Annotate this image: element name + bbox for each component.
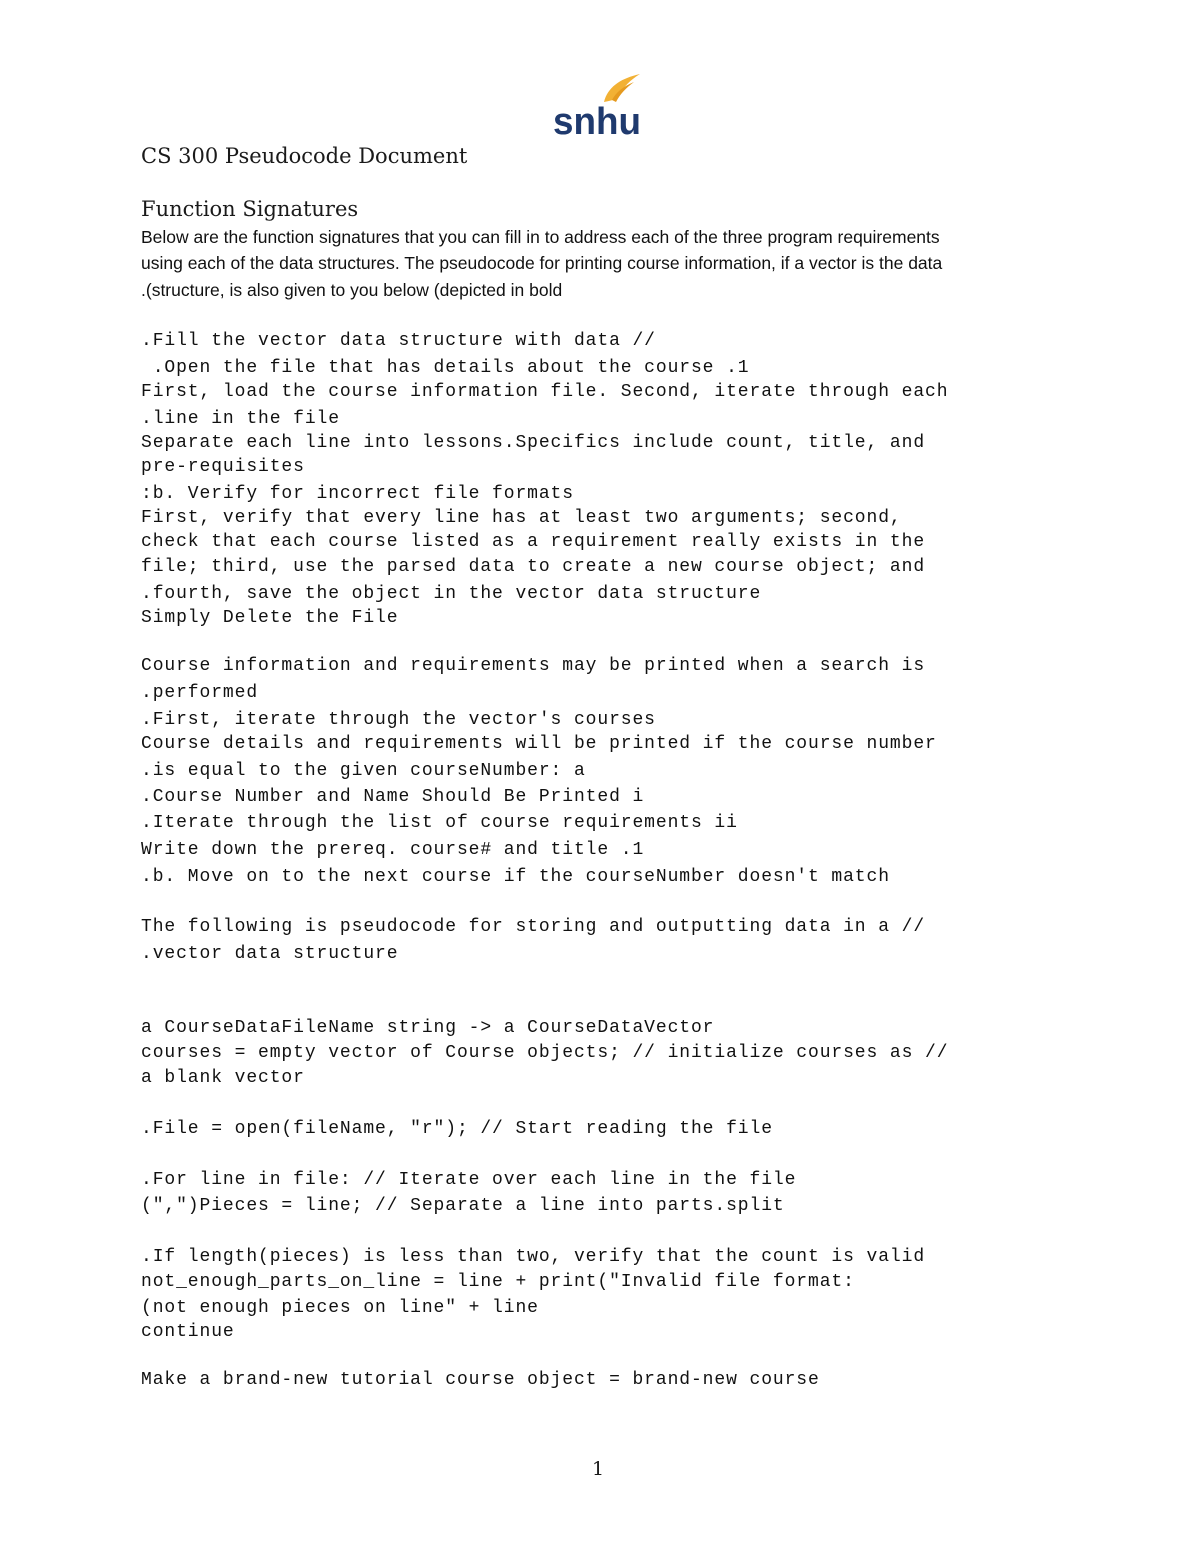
code-line: .Fill the vector data structure with data // [141, 331, 656, 351]
code-line: .b. Move on to the next course if the courseNumber doesn't match [141, 867, 890, 887]
code-line: :b. Verify for incorrect file formats [141, 484, 574, 504]
code-line: .vector data structure [141, 944, 399, 964]
code-line: .Open the file that has details about the course .1 [141, 358, 750, 378]
code-line: not_enough_parts_on_line = line + print("Invalid file format: [141, 1272, 855, 1292]
code-line: .Iterate through the list of course requirements ii [141, 813, 738, 833]
document-title: CS 300 Pseudocode Document [141, 144, 468, 168]
code-line: .fourth, save the object in the vector data structure [141, 584, 762, 604]
code-line: Separate each line into lessons.Specifics include count, title, and [141, 433, 926, 453]
code-line: .performed [141, 683, 259, 703]
intro-line: Below are the function signatures that you can fill in to address each of the three program requirements [141, 227, 940, 247]
code-line: First, verify that every line has at least two arguments; second, [141, 508, 902, 528]
code-line: (not enough pieces on line" + line [141, 1298, 539, 1318]
code-line: file; third, use the parsed data to create a new course object; and [141, 557, 926, 577]
page-number: 1 [592, 1458, 605, 1480]
code-line: The following is pseudocode for storing and outputting data in a // [141, 917, 926, 937]
code-line: .line in the file [141, 409, 340, 429]
code-line: a blank vector [141, 1068, 305, 1088]
code-line: .First, iterate through the vector's courses [141, 710, 656, 730]
intro-line: using each of the data structures. The pseudocode for printing course information, if a vector is the data [141, 253, 943, 273]
code-line: a CourseDataFileName string -> a CourseDataVector [141, 1018, 715, 1038]
snhu-logo [552, 72, 644, 138]
code-line: First, load the course information file. Second, iterate through each [141, 382, 949, 402]
code-line: Course details and requirements will be printed if the course number [141, 734, 937, 754]
code-line: (",")Pieces = line; // Separate a line into parts.split [141, 1196, 785, 1216]
code-line: .is equal to the given courseNumber: a [141, 761, 586, 781]
logo-wordmark: snhu [553, 101, 641, 138]
code-line: Write down the prereq. course# and title .1 [141, 840, 645, 860]
code-line: continue [141, 1322, 235, 1342]
code-line: .File = open(fileName, "r"); // Start reading the file [141, 1119, 773, 1139]
code-line: .Course Number and Name Should Be Printed i [141, 787, 645, 807]
code-line: courses = empty vector of Course objects; // initialize courses as // [141, 1043, 949, 1063]
code-line: Course information and requirements may be printed when a search is [141, 656, 926, 676]
code-line: Make a brand-new tutorial course object = brand-new course [141, 1370, 820, 1390]
code-line: .If length(pieces) is less than two, verify that the count is valid [141, 1247, 926, 1267]
code-line: .For line in file: // Iterate over each line in the file [141, 1170, 797, 1190]
section-title: Function Signatures [141, 197, 359, 221]
code-line: check that each course listed as a requirement really exists in the [141, 532, 926, 552]
intro-line: .(structure, is also given to you below (depicted in bold [141, 280, 563, 300]
code-line: pre-requisites [141, 457, 305, 477]
logo-leaf-icon [604, 74, 640, 102]
code-line: Simply Delete the File [141, 608, 399, 628]
